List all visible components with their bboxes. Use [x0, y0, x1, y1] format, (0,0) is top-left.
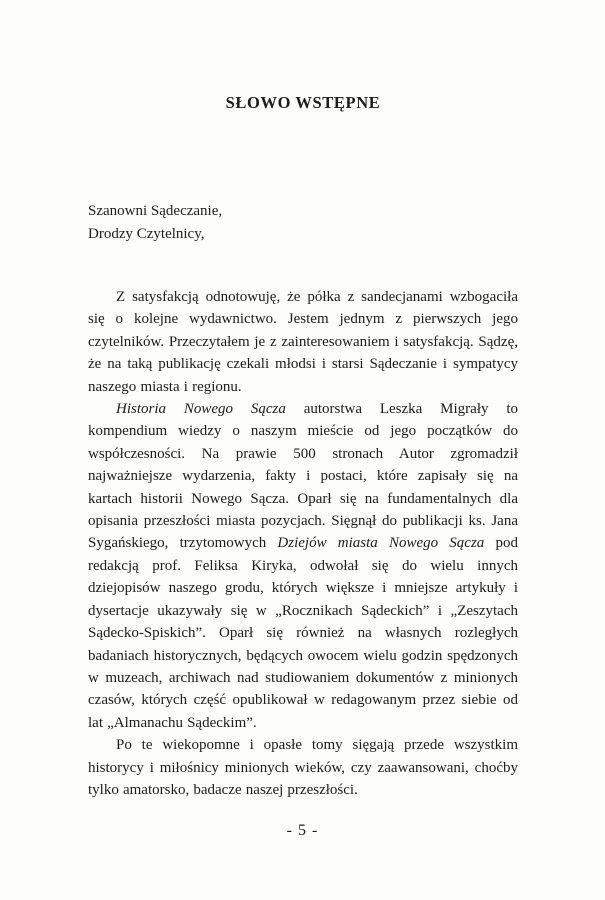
body-text: [88, 286, 518, 801]
paragraph: [88, 398, 518, 734]
paragraph-text: pod redakcją prof. Feliksa Kiryka, odwołał się do wielu innych dziejopisów naszego grodu, których większe i mniejsze artykuły i dysertacje ukazywały się w „Rocznikach Sądeckich” i „Zeszytach Sądecko-Spiskich”. Oparł się również na własnych rozległych badaniach historycznych, będących owocem wielu godzin spędzonych w muzeach, archiwach nad studiowaniem dokumentów z minionych czasów, których część opublikował w redagowanym przez siebie od lat „Almanachu Sądeckim”.: [88, 535, 518, 731]
paragraph: [88, 286, 518, 398]
paragraph-text: autorstwa Leszka Migrały to kompendium wiedzy o naszym mieście od jego początków do współczesności. Na prawie 500 stronach Autor zgromadził najważniejsze wydarzenia, fakty i postaci, które zapisały się na kartach historii Nowego Sącza. Oparł się na fundamentalnych dla opisania przeszłości miasta pozycjach. Sięgnął do publikacji ks. Jana Sygańskiego, trzytomowych: [88, 401, 518, 552]
salutation-line: Szanowni Sądeczanie,: [88, 203, 223, 219]
salutation: [88, 200, 518, 246]
page-number: - 5 -: [286, 822, 319, 839]
book-title-italic: Historia Nowego Sącza: [116, 401, 286, 418]
salutation-line: Drodzy Czytelnicy,: [88, 226, 205, 242]
page-title: SŁOWO WSTĘPNE: [225, 93, 381, 112]
book-title-italic: Dziejów miasta Nowego Sącza: [277, 535, 485, 552]
paragraph-text: Z satysfakcją odnotowuję, że półka z sandecjanami wzbogaciła się o kolejne wydawnictwo. Jestem jednym z pierwszych jego czytelników. Przeczytałem je z zainteresowaniem i satysfakcją. Sądzę, że na taką publikację czekali młodsi i starsi Sądeczanie i sympatycy naszego miasta i regionu.: [88, 289, 518, 395]
paragraph: [88, 734, 518, 801]
paragraph-text: Po te wiekopomne i opasłe tomy sięgają przede wszystkim historycy i miłośnicy minionych wieków, czy zaawansowani, choćby tylko amatorsko, badacze naszej przeszłości.: [88, 737, 518, 798]
